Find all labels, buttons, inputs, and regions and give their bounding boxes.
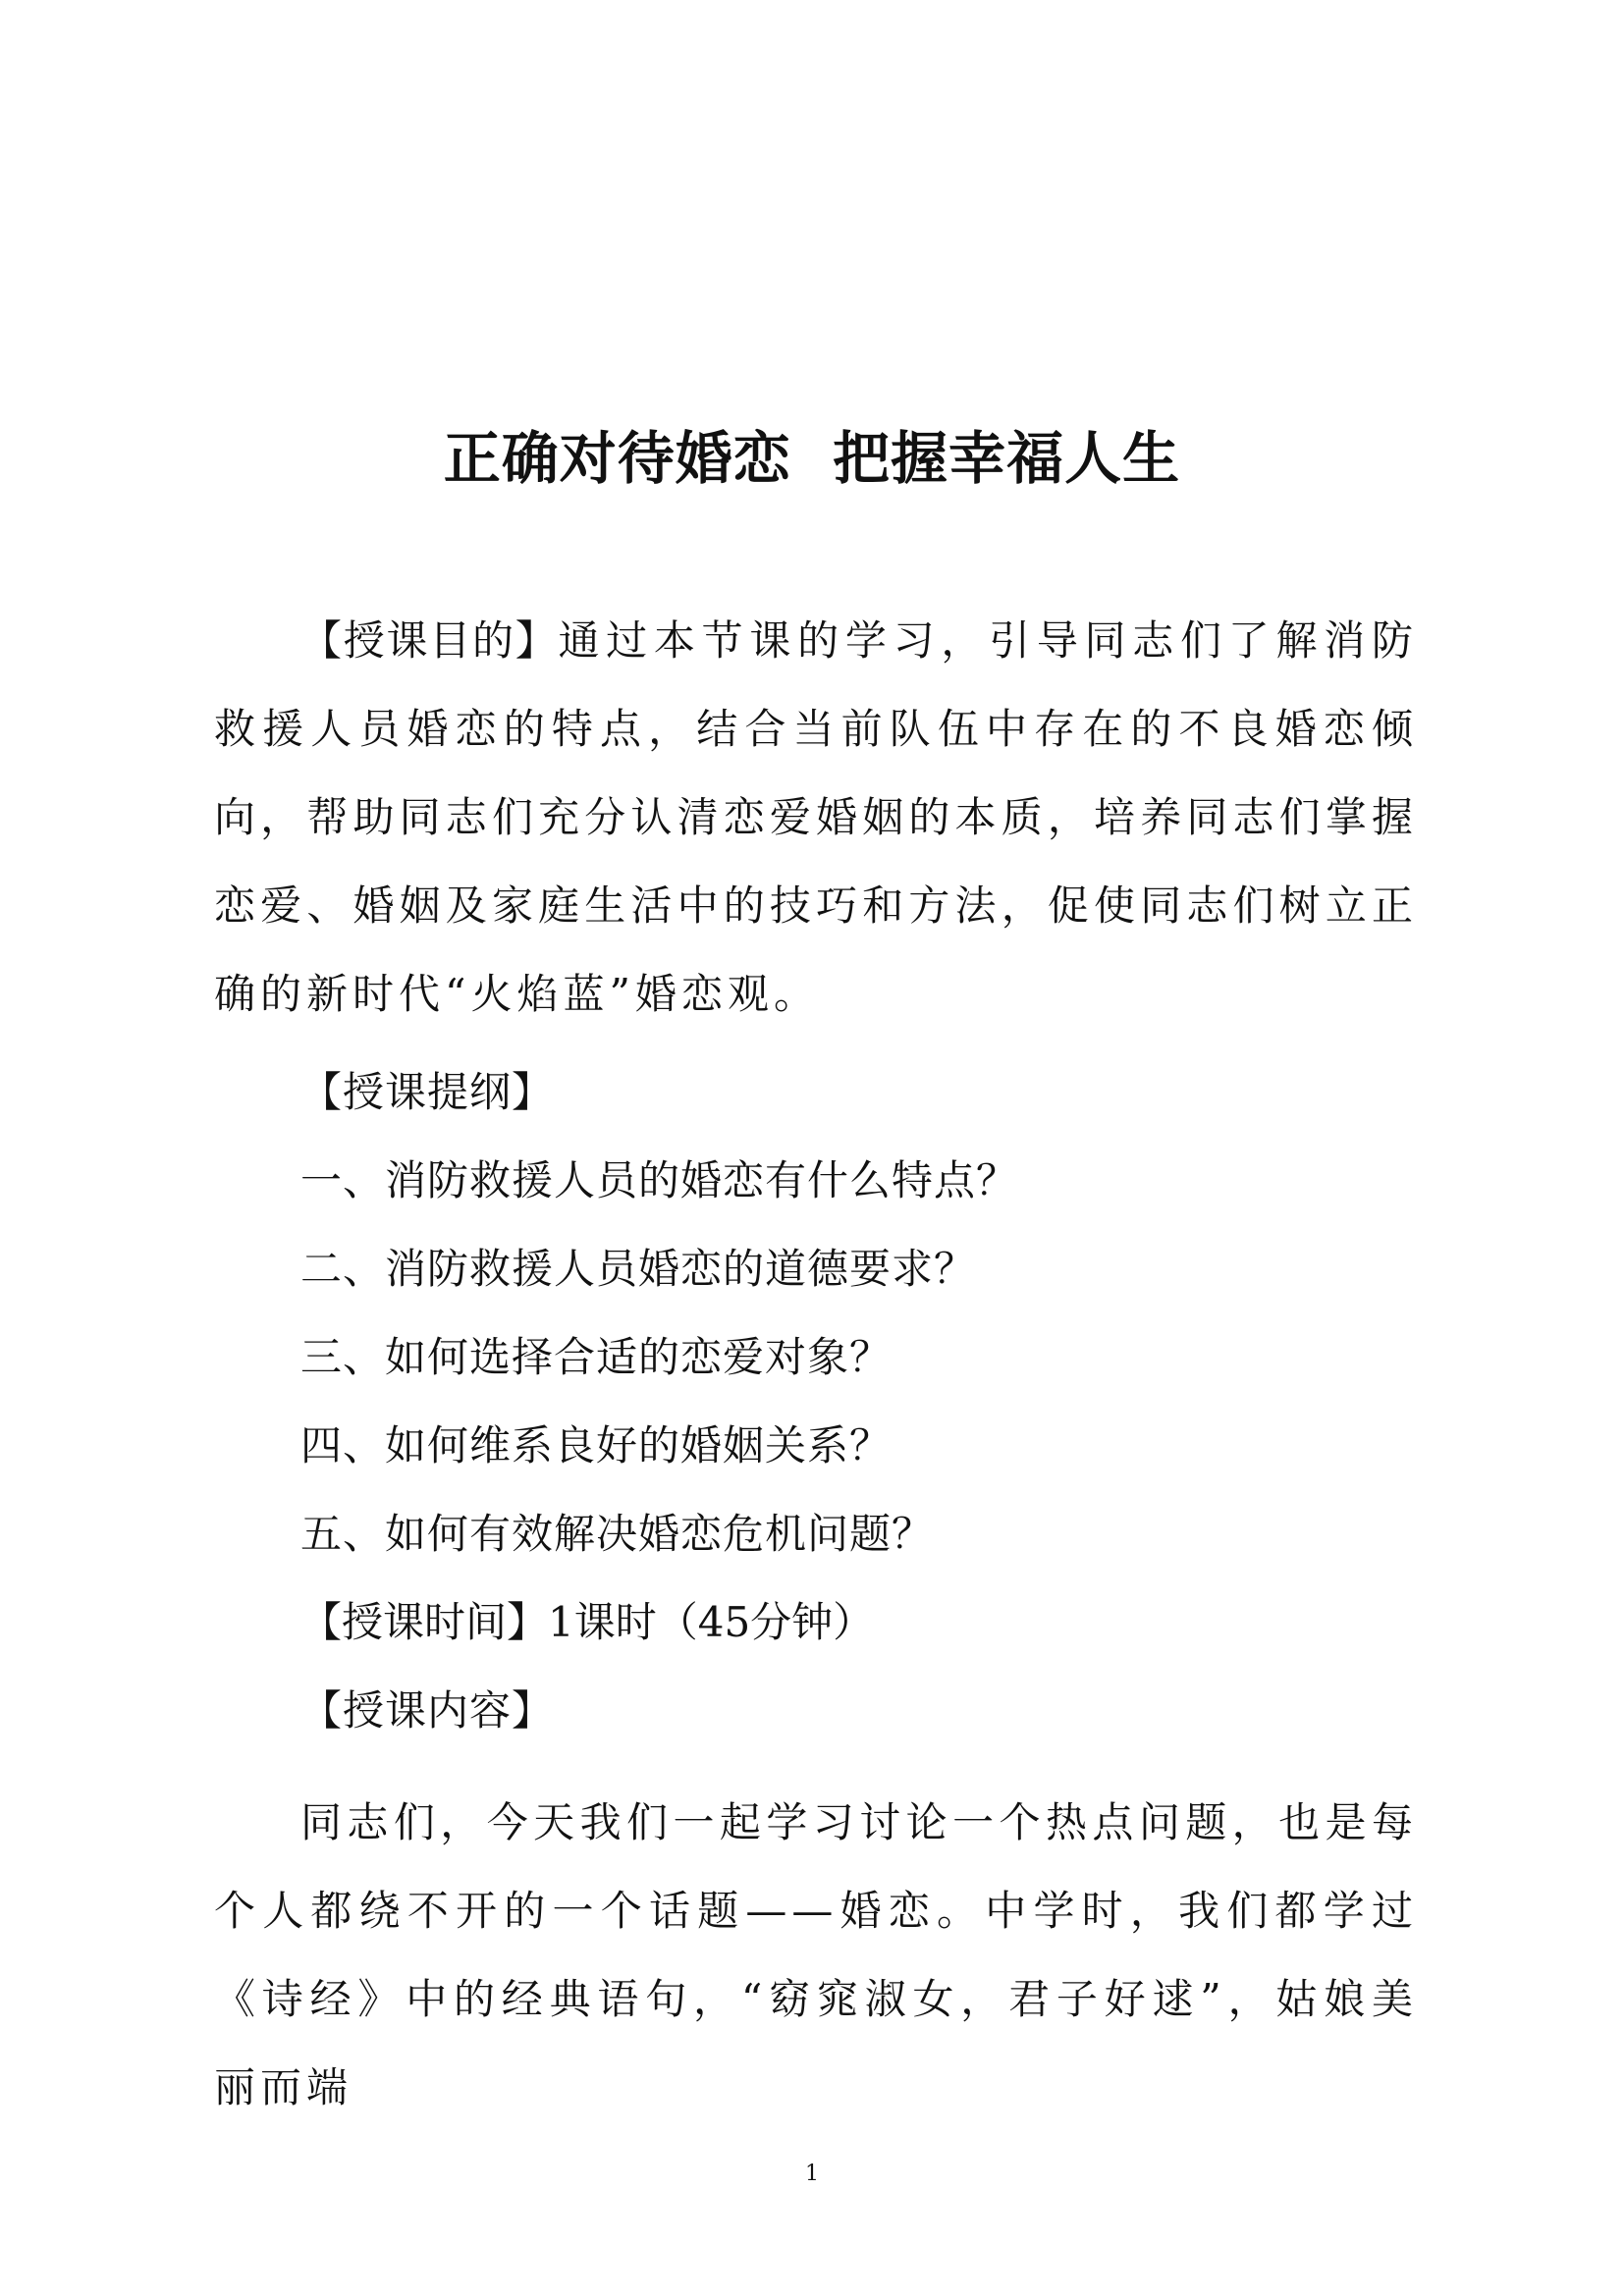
outline-item-2: 二、消防救援人员婚恋的道德要求？ bbox=[300, 1245, 977, 1293]
outline-item-1: 一、消防救援人员的婚恋有什么特点？ bbox=[300, 1156, 1019, 1204]
outline-item-3: 三、如何选择合适的恋爱对象？ bbox=[300, 1333, 893, 1381]
page-number: 1 bbox=[805, 2162, 819, 2186]
document-title: 正确对待婚恋 把握幸福人生 bbox=[443, 424, 1181, 492]
intro-paragraph: 同志们，今天我们一起学习讨论一个热点问题，也是每个人都绕不开的一个话题——婚恋。中学时，我们都学过《诗经》中的经典语句，“窈窕淑女，君子好逑”，姑娘美丽而端 bbox=[214, 1798, 1418, 2111]
time-line bbox=[300, 1578, 874, 1667]
objective-text: 通过本节课的学习，引导同志们了解消防救援人员婚恋的特点，结合当前队伍中存在的不良婚恋倾向，帮助同志们充分认清恋爱婚姻的本质，培养同志们掌握恋爱、婚姻及家庭生活中的技巧和方法，促使同志们树立正确的新时代“火焰蓝”婚恋观。 bbox=[214, 616, 1418, 1018]
objective-label: 【授课目的】 bbox=[300, 616, 559, 665]
outline-item-5: 五、如何有效解决婚恋危机问题？ bbox=[300, 1510, 935, 1558]
objective-paragraph bbox=[214, 597, 1418, 1039]
content-label: 【授课内容】 bbox=[300, 1686, 555, 1735]
time-label: 【授课时间】 bbox=[300, 1598, 549, 1646]
outline-label: 【授课提纲】 bbox=[300, 1068, 555, 1116]
time-text: 1课时（45分钟） bbox=[548, 1598, 875, 1646]
outline-item-4: 四、如何维系良好的婚姻关系？ bbox=[300, 1421, 893, 1469]
